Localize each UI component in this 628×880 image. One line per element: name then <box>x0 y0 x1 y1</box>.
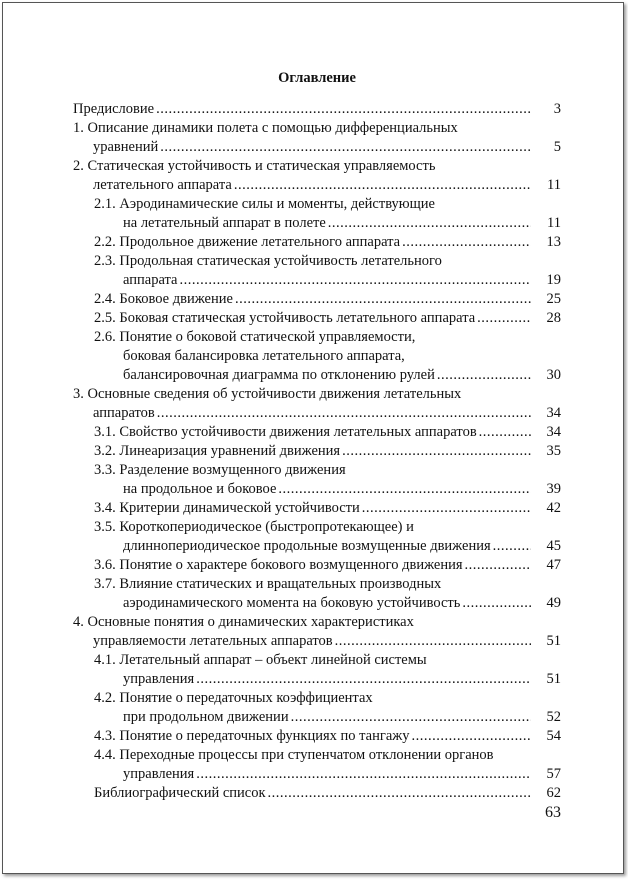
toc-entry[interactable] <box>3 423 628 442</box>
dot-leader <box>328 214 531 233</box>
toc-entry[interactable] <box>3 385 628 423</box>
dot-leader <box>462 594 531 613</box>
toc-page-number: 3 <box>553 101 561 117</box>
dot-leader <box>156 100 531 119</box>
toc-entry-title: летательного аппарата <box>93 177 232 193</box>
toc-entry-line: 3.7. Влияние статических и вращательных производных <box>94 576 442 592</box>
toc-page-number: 51 <box>546 633 561 649</box>
toc-entry-line: 4.2. Понятие о передаточных коэффициентах <box>94 690 373 706</box>
dot-leader <box>437 366 531 385</box>
toc-page-number: 47 <box>546 557 561 573</box>
toc-entry[interactable] <box>3 290 628 309</box>
dot-leader <box>157 404 531 423</box>
toc-entry-title: на летательный аппарат в полете <box>123 215 326 231</box>
toc-entry[interactable] <box>3 442 628 461</box>
dot-leader <box>179 271 531 290</box>
toc-entry-title: аппаратов <box>93 405 155 421</box>
toc-entry[interactable] <box>3 613 628 651</box>
toc-entry[interactable] <box>3 157 628 195</box>
toc-entry-title: Библиографический список <box>94 785 266 801</box>
toc-entry-title: 2.2. Продольное движение летательного аппарата <box>94 234 401 250</box>
toc-entry-line: 2.6. Понятие о боковой статической управляемости, <box>94 329 416 345</box>
toc-entry-title: длиннопериодическое продольные возмущенные движения <box>123 538 491 554</box>
toc-entry[interactable] <box>3 556 628 575</box>
toc-entry-title: аппарата <box>123 272 178 288</box>
toc-entry-title: при продольном движении <box>123 709 289 725</box>
dot-leader <box>493 537 531 556</box>
toc-entry-line: 4. Основные понятия о динамических характеристиках <box>73 614 414 630</box>
toc-entry[interactable] <box>3 784 628 803</box>
toc-entry-title: аэродинамического момента на боковую устойчивость <box>123 595 461 611</box>
toc-page-number: 42 <box>546 500 561 516</box>
dot-leader <box>196 670 531 689</box>
dot-leader <box>412 727 531 746</box>
toc-page-number: 28 <box>546 310 561 326</box>
toc-entry-line: боковая балансировка летательного аппарата, <box>123 348 405 364</box>
toc-entry[interactable] <box>3 689 628 727</box>
toc-page-number: 45 <box>546 538 561 554</box>
toc-entry-title: 3.1. Свойство устойчивости движения летательных аппаратов <box>94 424 477 440</box>
dot-leader <box>342 442 531 461</box>
toc-entry[interactable] <box>3 252 628 290</box>
toc-entry-line: 4.4. Переходные процессы при ступенчатом отклонении органов <box>94 747 494 763</box>
toc-entry[interactable] <box>3 461 628 499</box>
toc-entry[interactable] <box>3 746 628 784</box>
toc-entry-title: на продольное и боковое <box>123 481 277 497</box>
toc-entry-title: Предисловие <box>73 101 155 117</box>
toc-entry-line: 1. Описание динамики полета с помощью дифференциальных <box>73 120 458 136</box>
toc-entry[interactable] <box>3 233 628 252</box>
toc-entry-title: 3.4. Критерии динамической устойчивости <box>94 500 360 516</box>
dot-leader <box>160 138 531 157</box>
toc-entry-line: 4.1. Летательный аппарат – объект линейной системы <box>94 652 427 668</box>
toc-entry-title: управляемости летательных аппаратов <box>93 633 333 649</box>
dot-leader <box>268 784 531 803</box>
toc-entry-title: 4.3. Понятие о передаточных функциях по тангажу <box>94 728 410 744</box>
trailing-page-number: 63 <box>545 804 561 821</box>
toc-page-number: 52 <box>546 709 561 725</box>
toc-entry[interactable] <box>3 309 628 328</box>
toc-entry-title: управления <box>123 766 195 782</box>
toc-entry-title: 3.2. Линеаризация уравнений движения <box>94 443 341 459</box>
toc-entry-line: 2.3. Продольная статическая устойчивость летательного <box>94 253 442 269</box>
dot-leader <box>196 765 531 784</box>
dot-leader <box>479 423 531 442</box>
dot-leader <box>278 480 531 499</box>
toc-entry-title: 2.4. Боковое движение <box>94 291 233 307</box>
toc-entry-line: 3.5. Короткопериодическое (быстропротекающее) и <box>94 519 414 535</box>
toc-page-number: 39 <box>546 481 561 497</box>
toc-entry-title: уравнений <box>93 139 159 155</box>
toc-title: Оглавление <box>278 70 356 86</box>
toc-entry[interactable] <box>3 195 628 233</box>
toc-page-number: 62 <box>546 785 561 801</box>
toc-entry-title: 2.5. Боковая статическая устойчивость летательного аппарата <box>94 310 476 326</box>
dot-leader <box>234 176 531 195</box>
toc-page-number: 5 <box>553 139 561 155</box>
toc-entry-line: 2. Статическая устойчивость и статическая управляемость <box>73 158 436 174</box>
toc-page-number: 51 <box>546 671 561 687</box>
toc-entry-line: 3.3. Разделение возмущенного движения <box>94 462 346 478</box>
toc-entry[interactable] <box>3 119 628 157</box>
dot-leader <box>291 708 531 727</box>
toc-entry-title: управления <box>123 671 195 687</box>
toc-page-number: 30 <box>546 367 561 383</box>
dot-leader <box>235 290 531 309</box>
table-of-contents <box>3 100 628 822</box>
toc-page-number: 34 <box>546 424 561 440</box>
toc-page-number: 13 <box>546 234 561 250</box>
toc-page-number: 35 <box>546 443 561 459</box>
toc-entry[interactable] <box>3 499 628 518</box>
toc-page-number: 54 <box>546 728 561 744</box>
toc-page-number: 25 <box>546 291 561 307</box>
toc-entry-line: 3. Основные сведения об устойчивости движения летательных <box>73 386 462 402</box>
dot-leader <box>465 556 531 575</box>
toc-entry[interactable] <box>3 651 628 689</box>
toc-page-number: 34 <box>546 405 561 421</box>
toc-page-number: 11 <box>547 177 561 193</box>
toc-entry[interactable] <box>3 328 628 385</box>
toc-page-number: 11 <box>547 215 561 231</box>
toc-entry[interactable] <box>3 575 628 613</box>
toc-page-number: 57 <box>546 766 561 782</box>
toc-entry[interactable] <box>3 727 628 746</box>
toc-entry-line: 2.1. Аэродинамические силы и моменты, действующие <box>94 196 435 212</box>
toc-page-number: 19 <box>546 272 561 288</box>
dot-leader <box>335 632 531 651</box>
toc-entry-title: 3.6. Понятие о характере бокового возмущенного движения <box>94 557 463 573</box>
toc-page-number: 49 <box>546 595 561 611</box>
toc-entry[interactable] <box>3 100 628 119</box>
dot-leader <box>477 309 531 328</box>
toc-entry-title: балансировочная диаграмма по отклонению рулей <box>123 367 435 383</box>
dot-leader <box>362 499 531 518</box>
document-page <box>2 2 624 874</box>
dot-leader <box>402 233 531 252</box>
toc-entry[interactable] <box>3 518 628 556</box>
